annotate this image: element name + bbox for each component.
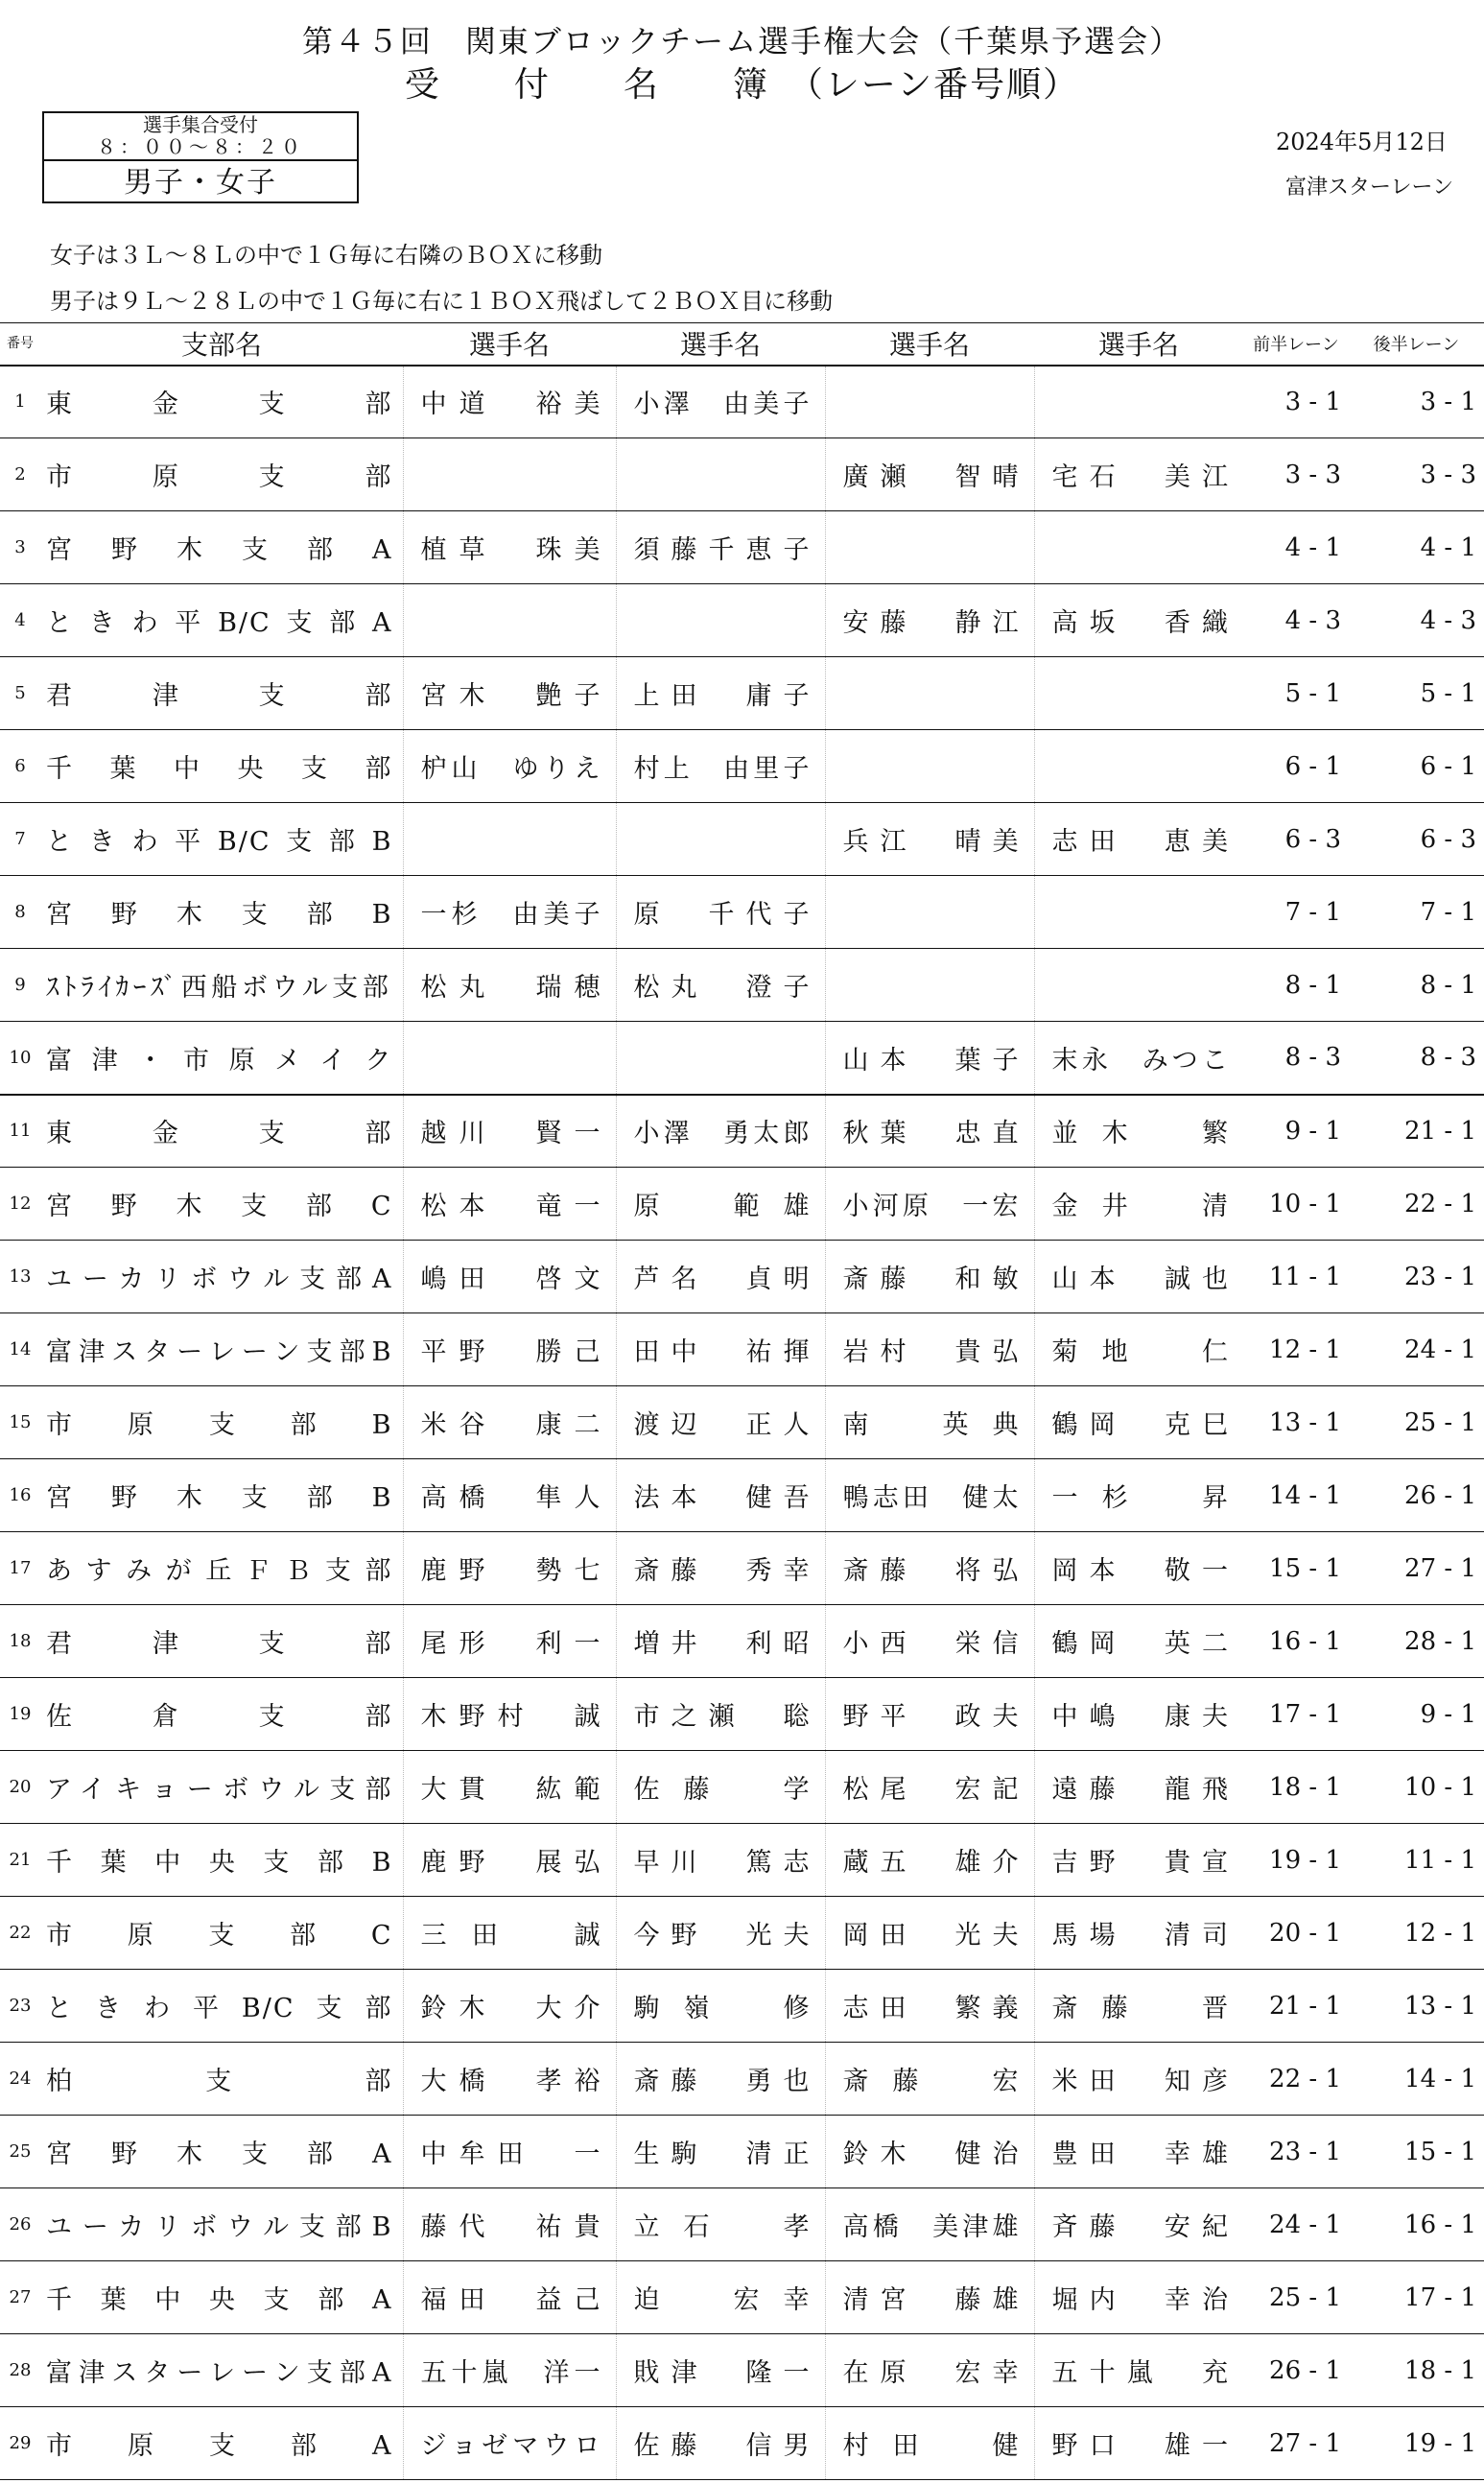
table-row — [0, 949, 1484, 1022]
player-1: 藤代 祐貴 — [403, 2188, 616, 2261]
player-2: 市之瀬 聡 — [616, 1678, 825, 1751]
row-number: 29 — [9, 2433, 32, 2453]
second-half-lane: 14 - 1 — [1404, 2064, 1476, 2093]
player-4: 斎藤 晋 — [1034, 1970, 1243, 2043]
second-half-lane: 25 - 1 — [1404, 1407, 1476, 1437]
player-3 — [825, 730, 1034, 803]
header-first-lane: 前半レーン — [1253, 335, 1339, 356]
player-1: 中牟田 一 — [403, 2116, 616, 2188]
row-number: 5 — [14, 683, 26, 703]
row-number: 14 — [9, 1339, 32, 1360]
table-row — [0, 2334, 1484, 2407]
row-number: 24 — [9, 2069, 32, 2089]
branch-name: 富津スターレーン支部B — [46, 1337, 393, 1367]
player-3: 斎藤 和敏 — [825, 1241, 1034, 1313]
branch-name: 宮野木支部A — [46, 535, 393, 565]
row-number: 25 — [9, 2141, 32, 2162]
player-2: 駒嶺 修 — [616, 1970, 825, 2043]
row-number: 11 — [9, 1121, 32, 1142]
player-4: 宅石 美江 — [1034, 438, 1243, 511]
player-4: 末永 みつこ — [1034, 1022, 1243, 1095]
table-row — [0, 2261, 1484, 2334]
player-3: 鈴木 健治 — [825, 2116, 1034, 2188]
player-1: 一杉 由美子 — [403, 876, 616, 949]
player-2: 迫 宏幸 — [616, 2261, 825, 2334]
player-3: 高橋 美津雄 — [825, 2188, 1034, 2261]
row-number: 16 — [9, 1485, 32, 1505]
row-number: 10 — [9, 1047, 32, 1068]
player-2: 立石 孝 — [616, 2188, 825, 2261]
player-3 — [825, 876, 1034, 949]
player-3: 山本 葉子 — [825, 1022, 1034, 1095]
table-row — [0, 438, 1484, 511]
player-3 — [825, 657, 1034, 730]
first-half-lane: 7 - 1 — [1284, 897, 1341, 927]
first-half-lane: 16 - 1 — [1269, 1626, 1341, 1656]
branch-name: ときわ平B/C支部A — [46, 608, 393, 638]
second-half-lane: 17 - 1 — [1404, 2282, 1476, 2312]
first-half-lane: 12 - 1 — [1269, 1335, 1341, 1364]
second-half-lane: 15 - 1 — [1404, 2137, 1476, 2166]
row-number: 18 — [9, 1631, 32, 1651]
player-1 — [403, 438, 616, 511]
player-1 — [403, 803, 616, 876]
player-4 — [1034, 657, 1243, 730]
row-number: 20 — [9, 1777, 32, 1797]
player-4: 鶴岡 克巳 — [1034, 1386, 1243, 1459]
player-4: 金井 清 — [1034, 1168, 1243, 1241]
player-2: 田中 祐揮 — [616, 1313, 825, 1386]
player-3: 小西 栄信 — [825, 1605, 1034, 1678]
player-4 — [1034, 366, 1243, 438]
player-1: 米谷 康二 — [403, 1386, 616, 1459]
branch-name: 市原支部A — [46, 2431, 393, 2461]
first-half-lane: 27 - 1 — [1269, 2428, 1341, 2458]
row-number: 19 — [9, 1704, 32, 1724]
player-1: 宮木 艶子 — [403, 657, 616, 730]
second-half-lane: 4 - 3 — [1420, 605, 1476, 635]
second-half-lane: 21 - 1 — [1404, 1116, 1476, 1146]
player-1: 鈴木 大介 — [403, 1970, 616, 2043]
player-3: 南 英典 — [825, 1386, 1034, 1459]
branch-name: 市原支部B — [46, 1410, 393, 1440]
player-1: 平野 勝己 — [403, 1313, 616, 1386]
player-1: 鹿野 勢七 — [403, 1532, 616, 1605]
player-1: 中道 裕美 — [403, 366, 616, 438]
player-2: 原 範雄 — [616, 1168, 825, 1241]
second-half-lane: 4 - 1 — [1420, 532, 1476, 562]
table-row — [0, 1532, 1484, 1605]
first-half-lane: 3 - 3 — [1284, 460, 1341, 489]
second-half-lane: 27 - 1 — [1404, 1553, 1476, 1583]
first-half-lane: 23 - 1 — [1269, 2137, 1341, 2166]
player-3 — [825, 949, 1034, 1022]
player-1: 大貫 紘範 — [403, 1751, 616, 1824]
player-2: 村上 由里子 — [616, 730, 825, 803]
header-branch: 支部名 — [180, 329, 262, 362]
player-2 — [616, 438, 825, 511]
player-2: 佐藤 信男 — [616, 2407, 825, 2480]
row-number: 6 — [14, 756, 26, 776]
second-half-lane: 6 - 3 — [1420, 824, 1476, 854]
player-4: 五十嵐 充 — [1034, 2334, 1243, 2407]
player-4: 米田 知彦 — [1034, 2043, 1243, 2116]
second-half-lane: 10 - 1 — [1404, 1772, 1476, 1802]
player-4: 豊田 幸雄 — [1034, 2116, 1243, 2188]
table-row — [0, 657, 1484, 730]
branch-name: ときわ平B/C支部B — [46, 827, 393, 857]
player-2: 上田 庸子 — [616, 657, 825, 730]
first-half-lane: 6 - 3 — [1284, 824, 1341, 854]
table-row — [0, 1824, 1484, 1897]
branch-name: ユーカリボウル支部B — [46, 2212, 393, 2242]
second-half-lane: 19 - 1 — [1404, 2428, 1476, 2458]
row-number: 8 — [14, 902, 26, 922]
table-row — [0, 1897, 1484, 1970]
first-half-lane: 22 - 1 — [1269, 2064, 1341, 2093]
player-3: 安藤 静江 — [825, 584, 1034, 657]
player-1: 高橋 隼人 — [403, 1459, 616, 1532]
table-row — [0, 2188, 1484, 2261]
player-1: 木野村 誠 — [403, 1678, 616, 1751]
player-2: 増井 利昭 — [616, 1605, 825, 1678]
player-4: 一杉 昇 — [1034, 1459, 1243, 1532]
branch-name: アイキョーボウル支部 — [46, 1775, 393, 1805]
player-3: 岡田 光夫 — [825, 1897, 1034, 1970]
player-4: 山本 誠也 — [1034, 1241, 1243, 1313]
player-1: 越川 賢一 — [403, 1095, 616, 1168]
first-half-lane: 8 - 3 — [1284, 1043, 1341, 1073]
branch-name: 宮野木支部B — [46, 1483, 393, 1513]
table-row — [0, 1095, 1484, 1168]
player-3: 志田 繁義 — [825, 1970, 1034, 2043]
player-4: 堀内 幸治 — [1034, 2261, 1243, 2334]
first-half-lane: 24 - 1 — [1269, 2210, 1341, 2239]
player-4: 斉藤 安紀 — [1034, 2188, 1243, 2261]
second-half-lane: 22 - 1 — [1404, 1189, 1476, 1218]
player-3: 斎藤 宏 — [825, 2043, 1034, 2116]
player-3: 秋葉 忠直 — [825, 1095, 1034, 1168]
branch-name: 富津・市原メイク — [46, 1045, 393, 1076]
branch-name: 宮野木支部B — [46, 900, 393, 930]
second-half-lane: 24 - 1 — [1404, 1335, 1476, 1364]
table-row — [0, 2407, 1484, 2480]
player-2: 松丸 澄子 — [616, 949, 825, 1022]
player-2: 早川 篤志 — [616, 1824, 825, 1897]
player-3 — [825, 366, 1034, 438]
player-4 — [1034, 949, 1243, 1022]
branch-name: 千葉中央支部B — [46, 1848, 393, 1878]
player-4: 高坂 香織 — [1034, 584, 1243, 657]
player-3: 廣瀬 智晴 — [825, 438, 1034, 511]
player-1: ジョゼマウロ — [403, 2407, 616, 2480]
player-1: 松丸 瑞穂 — [403, 949, 616, 1022]
first-half-lane: 26 - 1 — [1269, 2355, 1341, 2385]
player-4: 菊地 仁 — [1034, 1313, 1243, 1386]
second-half-lane: 18 - 1 — [1404, 2355, 1476, 2385]
branch-name: あすみが丘ＦＢ支部 — [46, 1556, 393, 1586]
row-number: 3 — [14, 537, 26, 557]
branch-name: 宮野木支部C — [46, 1192, 393, 1221]
player-2: 法本 健吾 — [616, 1459, 825, 1532]
player-3 — [825, 511, 1034, 584]
player-4: 並木 繁 — [1034, 1095, 1243, 1168]
second-half-lane: 26 - 1 — [1404, 1480, 1476, 1510]
table-row — [0, 1751, 1484, 1824]
row-number: 13 — [9, 1266, 32, 1287]
first-half-lane: 13 - 1 — [1269, 1407, 1341, 1437]
player-3: 斎藤 将弘 — [825, 1532, 1034, 1605]
row-number: 7 — [14, 829, 26, 849]
row-number: 4 — [14, 610, 26, 630]
branch-name: 市原支部C — [46, 1921, 393, 1951]
category-label: 男子・女子 — [44, 159, 357, 205]
player-2: 須藤千恵子 — [616, 511, 825, 584]
note-women: 女子は３Ｌ～８Ｌの中で１Ｇ毎に右隣のＢＯＸに移動 — [50, 242, 602, 269]
row-number: 23 — [9, 1996, 32, 2016]
player-1: 尾形 利一 — [403, 1605, 616, 1678]
branch-name: ユーカリボウル支部A — [46, 1265, 393, 1294]
table-row — [0, 1168, 1484, 1241]
player-4 — [1034, 511, 1243, 584]
second-half-lane: 16 - 1 — [1404, 2210, 1476, 2239]
table-row — [0, 1241, 1484, 1313]
player-1: 福田 益己 — [403, 2261, 616, 2334]
row-number: 26 — [9, 2214, 32, 2235]
event-date: 2024年5月12日 — [1276, 129, 1448, 155]
first-half-lane: 18 - 1 — [1269, 1772, 1341, 1802]
reception-box — [42, 111, 359, 203]
header-number: 番号 — [7, 336, 34, 352]
second-half-lane: 13 - 1 — [1404, 1991, 1476, 2021]
note-men: 男子は９Ｌ～２８Ｌの中で１Ｇ毎に右に１ＢＯＸ飛ばして２ＢＯＸ目に移動 — [50, 288, 833, 315]
player-1: 五十嵐 洋一 — [403, 2334, 616, 2407]
player-2: 芦名 貞明 — [616, 1241, 825, 1313]
table-row — [0, 2116, 1484, 2188]
player-1: 嶋田 啓文 — [403, 1241, 616, 1313]
first-half-lane: 4 - 1 — [1284, 532, 1341, 562]
player-3: 小河原 一宏 — [825, 1168, 1034, 1241]
second-half-lane: 3 - 3 — [1420, 460, 1476, 489]
table-row — [0, 2043, 1484, 2116]
branch-name: 柏支部 — [46, 2067, 393, 2096]
branch-name: 千葉中央支部A — [46, 2285, 393, 2315]
second-half-lane: 7 - 1 — [1420, 897, 1476, 927]
table-header-row — [0, 323, 1484, 366]
first-half-lane: 5 - 1 — [1284, 678, 1341, 708]
table-row — [0, 1678, 1484, 1751]
player-3: 村田 健 — [825, 2407, 1034, 2480]
second-half-lane: 5 - 1 — [1420, 678, 1476, 708]
branch-name: 宮野木支部A — [46, 2140, 393, 2169]
table-row — [0, 876, 1484, 949]
player-1: 枦山 ゆりえ — [403, 730, 616, 803]
player-1: 植草 珠美 — [403, 511, 616, 584]
table-row — [0, 1022, 1484, 1095]
player-2: 戝津 隆一 — [616, 2334, 825, 2407]
first-half-lane: 25 - 1 — [1269, 2282, 1341, 2312]
player-2: 小澤 勇太郎 — [616, 1095, 825, 1168]
first-half-lane: 15 - 1 — [1269, 1553, 1341, 1583]
player-1: 松本 竜一 — [403, 1168, 616, 1241]
row-number: 2 — [14, 464, 26, 485]
player-2: 今野 光夫 — [616, 1897, 825, 1970]
player-4 — [1034, 876, 1243, 949]
first-half-lane: 3 - 1 — [1284, 387, 1341, 416]
table-row — [0, 1459, 1484, 1532]
row-number: 15 — [9, 1412, 32, 1432]
player-2: 生駒 清正 — [616, 2116, 825, 2188]
branch-name: 東金支部 — [46, 390, 393, 420]
row-number: 12 — [9, 1194, 32, 1214]
player-4 — [1034, 730, 1243, 803]
first-half-lane: 10 - 1 — [1269, 1189, 1341, 1218]
player-3: 松尾 宏記 — [825, 1751, 1034, 1824]
reception-time: ８：００～８：２０ — [97, 135, 304, 158]
second-half-lane: 9 - 1 — [1420, 1699, 1476, 1729]
second-half-lane: 6 - 1 — [1420, 751, 1476, 781]
player-3: 鴨志田 健太 — [825, 1459, 1034, 1532]
second-half-lane: 3 - 1 — [1420, 387, 1476, 416]
player-2 — [616, 1022, 825, 1095]
player-4: 野口 雄一 — [1034, 2407, 1243, 2480]
first-half-lane: 4 - 3 — [1284, 605, 1341, 635]
venue-name: 富津スターレーン — [1285, 176, 1454, 200]
player-1: 鹿野 展弘 — [403, 1824, 616, 1897]
table-row — [0, 730, 1484, 803]
player-3: 蔵五 雄介 — [825, 1824, 1034, 1897]
second-half-lane: 8 - 1 — [1420, 970, 1476, 1000]
player-2: 渡辺 正人 — [616, 1386, 825, 1459]
player-4: 吉野 貴宣 — [1034, 1824, 1243, 1897]
row-number: 22 — [9, 1923, 32, 1943]
player-4: 岡本 敬一 — [1034, 1532, 1243, 1605]
first-half-lane: 20 - 1 — [1269, 1918, 1341, 1948]
player-1: 三田 誠 — [403, 1897, 616, 1970]
table-row — [0, 1970, 1484, 2043]
page-title: 第４５回 関東ブロックチーム選手権大会（千葉県予選会） — [301, 23, 1183, 59]
row-number: 27 — [9, 2287, 32, 2307]
header-player-4: 選手名 — [1097, 329, 1179, 362]
branch-name: 佐倉支部 — [46, 1702, 393, 1732]
branch-name: 市原支部 — [46, 462, 393, 492]
table-row — [0, 584, 1484, 657]
player-4: 遠藤 龍飛 — [1034, 1751, 1243, 1824]
first-half-lane: 17 - 1 — [1269, 1699, 1341, 1729]
first-half-lane: 9 - 1 — [1284, 1116, 1341, 1146]
player-1: 大橋 孝裕 — [403, 2043, 616, 2116]
player-2: 斎藤 勇也 — [616, 2043, 825, 2116]
branch-name: 東金支部 — [46, 1119, 393, 1149]
branch-name: ｽﾄﾗｲｶｰｽﾞ西船ボウル支部 — [46, 973, 393, 1003]
reception-label: 選手集合受付 — [143, 113, 258, 136]
table-row — [0, 803, 1484, 876]
header-second-lane: 後半レーン — [1373, 335, 1460, 356]
branch-name: 富津スターレーン支部A — [46, 2358, 393, 2388]
row-number: 17 — [9, 1558, 32, 1578]
player-3: 在原 宏幸 — [825, 2334, 1034, 2407]
header-player-3: 選手名 — [888, 329, 970, 362]
page-subtitle: 受 付 名 簿 （レーン番号順） — [404, 65, 1080, 105]
branch-name: 千葉中央支部 — [46, 754, 393, 784]
first-half-lane: 21 - 1 — [1269, 1991, 1341, 2021]
player-3: 野平 政夫 — [825, 1678, 1034, 1751]
player-1 — [403, 1022, 616, 1095]
registration-table — [0, 322, 1484, 2480]
player-1 — [403, 584, 616, 657]
player-2: 原 千代子 — [616, 876, 825, 949]
first-half-lane: 11 - 1 — [1269, 1262, 1341, 1291]
first-half-lane: 14 - 1 — [1269, 1480, 1341, 1510]
table-row — [0, 366, 1484, 438]
player-4: 馬場 清司 — [1034, 1897, 1243, 1970]
second-half-lane: 8 - 3 — [1420, 1043, 1476, 1073]
player-2: 斎藤 秀幸 — [616, 1532, 825, 1605]
player-4: 中嶋 康夫 — [1034, 1678, 1243, 1751]
row-number: 1 — [14, 391, 26, 413]
first-half-lane: 6 - 1 — [1284, 751, 1341, 781]
branch-name: 君津支部 — [46, 681, 393, 711]
branch-name: ときわ平B/C支部 — [46, 1994, 393, 2023]
first-half-lane: 19 - 1 — [1269, 1845, 1341, 1875]
player-2: 佐藤 学 — [616, 1751, 825, 1824]
row-number: 9 — [14, 975, 26, 995]
second-half-lane: 11 - 1 — [1404, 1845, 1476, 1875]
header-player-1: 選手名 — [468, 329, 550, 362]
branch-name: 君津支部 — [46, 1629, 393, 1659]
second-half-lane: 28 - 1 — [1404, 1626, 1476, 1656]
header-player-2: 選手名 — [679, 329, 761, 362]
player-3: 岩村 貴弘 — [825, 1313, 1034, 1386]
player-2 — [616, 584, 825, 657]
player-3: 清宮 藤雄 — [825, 2261, 1034, 2334]
row-number: 21 — [9, 1850, 32, 1870]
second-half-lane: 12 - 1 — [1404, 1918, 1476, 1948]
row-number: 28 — [9, 2360, 32, 2380]
player-2: 小澤 由美子 — [616, 366, 825, 438]
table-row — [0, 1313, 1484, 1386]
table-row — [0, 1605, 1484, 1678]
table-row — [0, 1386, 1484, 1459]
table-row — [0, 511, 1484, 584]
second-half-lane: 23 - 1 — [1404, 1262, 1476, 1291]
player-2 — [616, 803, 825, 876]
player-3: 兵江 晴美 — [825, 803, 1034, 876]
player-4: 鶴岡 英二 — [1034, 1605, 1243, 1678]
player-4: 志田 恵美 — [1034, 803, 1243, 876]
first-half-lane: 8 - 1 — [1284, 970, 1341, 1000]
